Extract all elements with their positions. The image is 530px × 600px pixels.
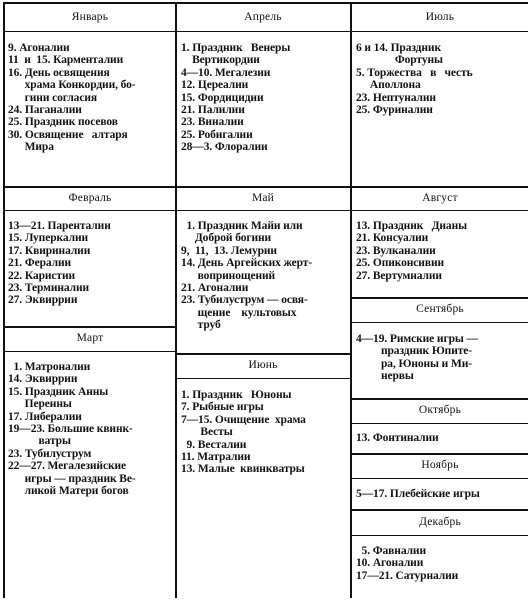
festival-entry: Весты bbox=[181, 426, 233, 439]
festival-entry: Вертикордии bbox=[181, 54, 260, 67]
festival-entry: Перенны bbox=[8, 398, 72, 411]
month-header-september: Сентябрь bbox=[416, 303, 464, 315]
rule-divider-1 bbox=[175, 2, 177, 598]
rule-c1-feb-head bbox=[3, 210, 176, 211]
festival-entry: 5. Торжества в честь bbox=[356, 66, 473, 79]
festival-entry: ватры bbox=[8, 435, 71, 448]
rule-c2-apr-head bbox=[175, 31, 351, 32]
festival-entry: ра, Юноны и Ми- bbox=[356, 357, 472, 370]
month-header-august: Август bbox=[422, 192, 458, 204]
festival-list-january bbox=[8, 42, 174, 184]
festival-list-december bbox=[356, 545, 527, 595]
festival-entry: ликой Матери богов bbox=[8, 485, 129, 497]
month-header-january: Январь bbox=[71, 11, 109, 23]
month-header-november: Ноябрь bbox=[421, 459, 459, 471]
festival-entry: 15. Луперкалии bbox=[8, 232, 89, 245]
festival-entry: праздник Юпите- bbox=[356, 345, 473, 358]
festival-entry: 9, 11, 13. Лемурии bbox=[181, 244, 277, 257]
month-header-april: Апрель bbox=[244, 11, 282, 23]
festival-entry: 23. Тубилуструм — освя- bbox=[181, 294, 308, 307]
rule-c2-jun bbox=[175, 353, 351, 355]
festival-entry: 1. Праздник Венеры bbox=[181, 42, 291, 54]
festival-entry: храма Конкордии, бо- bbox=[8, 79, 136, 92]
month-header-october: Октябрь bbox=[418, 404, 462, 416]
rule-c3-aug-head bbox=[350, 210, 528, 211]
rule-left bbox=[3, 2, 5, 598]
festival-entry: 21. Фералии bbox=[8, 257, 72, 270]
festival-entry: 16. День освящения bbox=[8, 66, 110, 79]
festival-entry: 19—23. Большие квинк- bbox=[8, 423, 133, 436]
festival-list-november bbox=[356, 488, 527, 507]
festival-entry: 25. Фуриналии bbox=[356, 104, 433, 117]
month-header-may: Май bbox=[251, 192, 275, 204]
festival-entry: 24. Паганалии bbox=[8, 104, 82, 117]
festival-entry: 7. Рыбные игры bbox=[181, 401, 264, 414]
festival-entry: Мира bbox=[8, 141, 54, 154]
festival-entry: 11 и 15. Карменталии bbox=[8, 54, 124, 67]
festival-entry: 17—21. Сатурналии bbox=[356, 569, 459, 582]
festival-entry: 27. Вертумналии bbox=[356, 269, 442, 282]
festival-entry: 1. Праздник Юноны bbox=[181, 389, 292, 401]
rule-c1-mar-head bbox=[3, 351, 176, 352]
festival-entry: 17. Либералии bbox=[8, 410, 82, 423]
rule-c3-oct-head bbox=[350, 423, 528, 424]
festival-entry: 4—19. Римские игры — bbox=[356, 333, 478, 345]
festival-entry: 28—3. Флоралии bbox=[181, 141, 268, 154]
festival-entry: 13—21. Паренталии bbox=[8, 220, 111, 232]
month-header-february: Февраль bbox=[68, 192, 112, 204]
rule-c3-oct bbox=[350, 398, 528, 400]
festival-entry: 30. Освящение алтаря bbox=[8, 128, 128, 141]
festival-entry: 25. Робигалии bbox=[181, 128, 253, 141]
festival-entry: 12. Цереалии bbox=[181, 79, 249, 92]
festival-entry: 9. Весталии bbox=[181, 438, 247, 451]
festival-entry: 14. День Аргейских жерт- bbox=[181, 257, 313, 270]
festival-entry: 13. Праздник Дианы bbox=[356, 220, 467, 232]
festival-entry: 23. Виналии bbox=[181, 116, 244, 129]
rule-c2-may-head bbox=[175, 210, 351, 211]
festival-entry: 14. Эквиррии bbox=[8, 373, 78, 386]
festival-list-june bbox=[181, 389, 349, 479]
rule-c3-sep-head bbox=[350, 322, 528, 323]
festival-entry: щение культовых bbox=[181, 306, 297, 319]
rule-c1-mar bbox=[3, 326, 176, 328]
festival-entry: 5—17. Плебейские игры bbox=[356, 488, 480, 500]
festival-entry: 5. Фавналии bbox=[356, 545, 426, 557]
rule-c3-nov bbox=[350, 453, 528, 455]
festival-entry: 22. Каристии bbox=[8, 269, 76, 282]
rule-c3-dec-head bbox=[350, 535, 528, 536]
festival-entry: 25. Праздник посевов bbox=[8, 116, 118, 129]
rule-c3-nov-head bbox=[350, 478, 528, 479]
festival-entry: Доброй богини bbox=[181, 232, 272, 245]
festival-list-july bbox=[356, 42, 527, 184]
festival-entry: 21. Консуалии bbox=[356, 232, 429, 245]
month-header-march: Март bbox=[76, 332, 104, 344]
rule-c3-jul-head bbox=[350, 31, 528, 32]
festival-entry: вопринощений bbox=[181, 269, 276, 282]
festival-entry: гини согласия bbox=[8, 91, 97, 104]
festival-list-august bbox=[356, 220, 527, 295]
festival-entry: 1. Праздник Майи или bbox=[181, 220, 303, 232]
festival-entry: 10. Агоналии bbox=[356, 557, 424, 570]
festival-entry: 17. Квириналии bbox=[8, 244, 91, 257]
festival-entry: 4—10. Мегалезии bbox=[181, 66, 271, 79]
month-header-june: Июнь bbox=[248, 359, 278, 371]
festival-entry: 15. Праздник Анны bbox=[8, 385, 109, 398]
festival-entry: 25. Опиконсивии bbox=[356, 257, 444, 270]
rule-c2-may bbox=[175, 186, 351, 188]
festival-entry: 21. Агоналии bbox=[181, 282, 249, 295]
festival-list-may bbox=[181, 220, 349, 351]
festival-entry: 1. Матроналии bbox=[8, 361, 91, 373]
festival-list-february bbox=[8, 220, 174, 324]
festival-entry: 22—27. Мегалезийские bbox=[8, 460, 127, 473]
festival-list-september bbox=[356, 333, 527, 396]
festival-entry: 11. Матралии bbox=[181, 451, 251, 464]
rule-c3-aug bbox=[350, 186, 528, 188]
festival-entry: Фортуны bbox=[356, 54, 443, 67]
rule-c1-feb bbox=[3, 186, 176, 188]
festival-entry: 23. Вулканалии bbox=[356, 244, 436, 257]
month-header-december: Декабрь bbox=[419, 516, 461, 528]
festival-entry: Аполлона bbox=[356, 79, 421, 92]
festival-entry: 13. Малые квинкватры bbox=[181, 463, 305, 476]
festival-entry: 23. Тубилуструм bbox=[8, 447, 92, 460]
festival-entry: 7—15. Очищение храма bbox=[181, 413, 306, 426]
rule-c2-jun-head bbox=[175, 378, 351, 379]
festival-list-october bbox=[356, 432, 527, 451]
festival-entry: нервы bbox=[356, 370, 414, 383]
festival-entry: игры — праздник Ве- bbox=[8, 472, 136, 485]
festival-list-march bbox=[8, 361, 174, 497]
rule-c3-sep bbox=[350, 297, 528, 299]
festival-entry: 9. Агоналии bbox=[8, 42, 70, 54]
festival-entry: 23. Терминалии bbox=[8, 282, 90, 295]
festival-entry: 23. Нептуналии bbox=[356, 91, 436, 104]
festival-entry: 15. Фордицидии bbox=[181, 91, 264, 104]
festival-entry: 13. Фонтиналии bbox=[356, 432, 439, 444]
festival-entry: 27. Эквиррии bbox=[8, 294, 78, 307]
festival-entry: 21. Палилии bbox=[181, 104, 245, 117]
festival-entry: 6 и 14. Праздник bbox=[356, 42, 441, 54]
festival-list-april bbox=[181, 42, 349, 184]
rule-c3-dec bbox=[350, 509, 528, 511]
rule-c1-jan-head bbox=[3, 31, 176, 32]
month-header-july: Июль bbox=[425, 11, 455, 23]
festival-entry: труб bbox=[181, 319, 221, 332]
rule-top bbox=[3, 2, 528, 4]
